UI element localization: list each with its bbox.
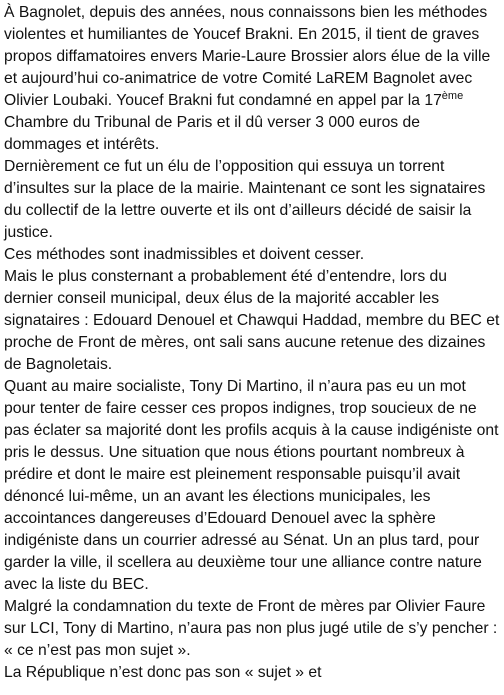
paragraph-council: Mais le plus consternant a probablement été d’entendre, lors du dernier conseil municipal, deux élus de la majorité accabler les signataires : Edouard Denouel et Chawqui Haddad, membre du BEC et proche de Front de mères, ont sali sans aucune retenue des dizaines de Bagnoletais.: [4, 268, 500, 373]
paragraph-mayor: Quant au maire socialiste, Tony Di Martino, il n’aura pas eu un mot pour tenter de faire cesser ces propos indignes, trop soucieux de ne pas éclater sa majorité dont les profils acquis à la cause indigéniste ont pris le dessus. Une situation que nous étions pourtant nombreux à prédire et dont le maire est pleinement responsable puisqu’il avait dénoncé lui-même, un an avant les élections municipales, les accointances dangereuses d’Edouard Denouel avec la sphère indigéniste dans un courrier adressé au Sénat. Un an plus tard, pour garder la ville, il scellera au deuxième tour une alliance contre nature avec la liste du BEC.: [4, 378, 499, 593]
superscript-ordinal: ème: [441, 90, 464, 102]
paragraph-brakni-text: À Bagnolet, depuis des années, nous connaissons bien les méthodes violentes et humiliantes de Youcef Brakni. En 2015, il tient de graves propos diffamatoires envers Marie-Laure Brossier alors élue de la ville et aujourd’hui co-animatrice de votre Comité LaREM Bagnolet avec Olivier Loubaki. Youcef Brakni fut condamné en appel par la 17: [4, 4, 491, 109]
paragraph-republic: La République n’est donc pas son « sujet » et: [4, 664, 322, 681]
paragraph-brakni: [4, 2, 500, 156]
paragraph-brakni-text-end: Chambre du Tribunal de Paris et il dû verser 3 000 euros de dommages et intérêts.: [4, 114, 420, 153]
paragraph-methods: Ces méthodes sont inadmissibles et doivent cesser.: [4, 246, 365, 263]
paragraph-opposition: Dernièrement ce fut un élu de l’opposition qui essuya un torrent d’insultes sur la place de la mairie. Maintenant ce sont les signataires du collectif de la lettre ouverte et ils ont d’ailleurs décidé de saisir la justice.: [4, 158, 486, 241]
paragraph-faure: Malgré la condamnation du texte de Front de mères par Olivier Faure sur LCI, Tony di Martino, n’aura pas non plus jugé utile de s’y pencher : « ce n’est pas mon sujet ».: [4, 598, 498, 659]
